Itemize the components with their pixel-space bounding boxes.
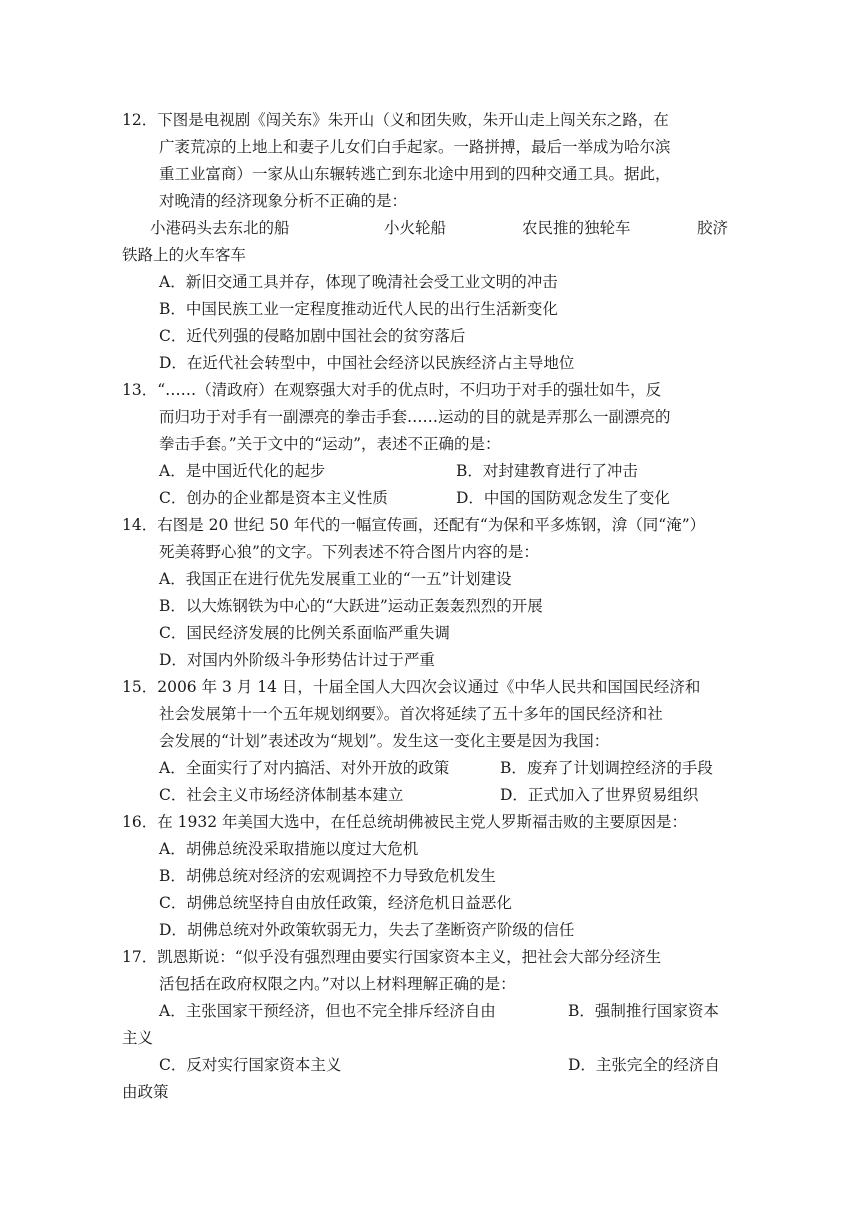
q14-option-b: B．以大炼钢铁为中心的“大跃进”运动正轰轰烈烈的开展 (159, 597, 543, 615)
q17-stem-line-2: 活包括在政府权限之内。”对以上材料理解正确的是： (159, 975, 516, 993)
q17-option-c: C．反对实行国家资本主义 (159, 1056, 342, 1074)
q17-option-d-continued: 由政策 (122, 1083, 169, 1101)
q16-option-c: C．胡佛总统坚持自由放任政策，经济危机日益恶化 (159, 894, 512, 912)
q12-option-b: B．中国民族工业一定程度推动近代人民的出行生活新变化 (159, 300, 558, 318)
q12-stem-line-2: 广袤荒凉的上地上和妻子儿女们白手起家。一路拼搏，最后一举成为哈尔滨 (159, 138, 671, 156)
q13-option-b: B．对封建教育进行了冲击 (456, 462, 638, 480)
q16-stem-line-1: 16．在 1932 年美国大选中，在任总统胡佛被民主党人罗斯福击败的主要原因是： (122, 813, 688, 831)
q14-stem-line-2: 死美蒋野心狼”的文字。下列表述不符合图片内容的是： (159, 543, 539, 561)
q16-option-b: B．胡佛总统对经济的宏观调控不力导致危机发生 (159, 867, 496, 885)
q15-stem-line-3: 会发展的“计划”表述改为“规划”。发生这一变化主要是因为我国： (159, 732, 610, 750)
q17-option-a: A．主张国家干预经济，但也不完全排斥经济自由 (159, 1002, 496, 1020)
q12-stem-line-4: 对晚清的经济现象分析不正确的是： (159, 192, 408, 210)
q17-stem-line-1: 17．凯恩斯说：“似乎没有强烈理由要实行国家资本主义，把社会大部分经济生 (122, 948, 662, 966)
q13-option-a: A．是中国近代化的起步 (159, 462, 326, 480)
q12-option-a: A．新旧交通工具并存，体现了晚清社会受工业文明的冲击 (159, 273, 558, 291)
q13-stem-line-3: 拳击手套。”关于文中的“运动”，表述不正确的是： (159, 435, 501, 453)
q15-stem-line-1: 15．2006 年 3 月 14 日，十届全国人大四次会议通过《中华人民共和国国民经济和 (122, 678, 701, 696)
q14-option-c: C．国民经济发展的比例关系面临严重失调 (159, 624, 450, 642)
q13-option-c: C．创办的企业都是资本主义性质 (159, 489, 388, 507)
q12-caption-boat: 小港码头去东北的船 (150, 219, 290, 237)
q12-caption-train-continued: 铁路上的火车客车 (122, 246, 247, 264)
q14-option-d: D．对国内外阶级斗争形势估计过于严重 (159, 651, 435, 669)
q15-option-c: C．社会主义市场经济体制基本建立 (159, 786, 404, 804)
q15-option-d: D．正式加入了世界贸易组织 (500, 786, 699, 804)
q17-option-d: D．主张完全的经济自 (568, 1056, 720, 1074)
q12-option-c: C．近代列强的侵略加剧中国社会的贫穷落后 (159, 327, 466, 345)
q12-caption-steamship: 小火轮船 (384, 219, 447, 237)
q12-option-d: D．在近代社会转型中，中国社会经济以民族经济占主导地位 (159, 354, 575, 372)
q14-option-a: A．我国正在进行优先发展重工业的“一五”计划建设 (159, 570, 512, 588)
q12-stem-line-3: 重工业富商）一家从山东辗转逃亡到东北途中用到的四种交通工具。据此， (159, 165, 671, 183)
q12-caption-train: 胶济 (697, 219, 729, 237)
q16-option-d: D．胡佛总统对外政策软弱无力，失去了垄断资产阶级的信任 (159, 921, 575, 939)
q17-option-b-continued: 主义 (122, 1029, 154, 1047)
q13-stem-line-1: 13．“……（清政府）在观察强大对手的优点时，不归功于对手的强壮如牛，反 (122, 381, 662, 399)
q17-option-b: B．强制推行国家资本 (568, 1002, 719, 1020)
q15-stem-line-2: 社会发展第十一个五年规划纲要》。首次将延续了五十多年的国民经济和社 (159, 705, 663, 723)
q16-option-a: A．胡佛总统没采取措施以度过大危机 (159, 840, 419, 858)
q13-option-d: D．中国的国防观念发生了变化 (456, 489, 670, 507)
q12-stem-line-1: 12．下图是电视剧《闯关东》朱开山（义和团失败，朱开山走上闯关东之路，在 (122, 111, 669, 129)
q14-stem-line-1: 14．右图是 20 世纪 50 年代的一幅宣传画，还配有“为保和平多炼钢，渰（同“淹”） (122, 516, 706, 534)
q13-stem-line-2: 而归功于对手有一副漂亮的拳击手套……运动的目的就是弄那么一副漂亮的 (159, 408, 671, 426)
q15-option-a: A．全面实行了对内搞活、对外开放的政策 (159, 759, 450, 777)
q15-option-b: B．废弃了计划调控经济的手段 (500, 759, 713, 777)
q12-caption-wheelbarrow: 农民推的独轮车 (522, 219, 631, 237)
